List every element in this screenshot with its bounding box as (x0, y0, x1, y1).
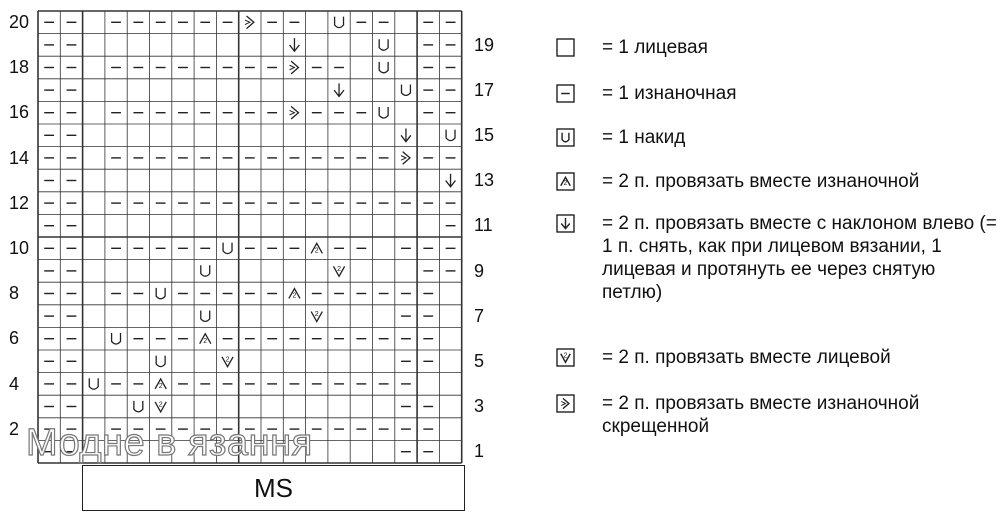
row-number-right: 1 (474, 441, 485, 462)
legend-text: = 2 п. провязать вместе с наклоном влево (= 1 п. снять, как при лицевом вязании, 1 лицевая и протянуть ее через снятую петлю) (602, 213, 997, 303)
stitch-cell (401, 152, 410, 165)
yarn-over-icon (556, 128, 575, 147)
svg-text:2: 2 (314, 311, 319, 319)
stitch-cell (334, 83, 344, 96)
row-number-left: 20 (9, 12, 30, 32)
stitch-cell (290, 106, 299, 119)
svg-text:2: 2 (158, 401, 163, 409)
purl-icon (556, 84, 575, 103)
row-number-left: 4 (9, 373, 20, 394)
svg-text:2: 2 (292, 292, 297, 300)
stitch-cell (222, 356, 233, 366)
stitch-cell (223, 243, 232, 254)
stitch-cell (289, 289, 300, 300)
svg-text:2: 2 (158, 382, 163, 390)
stitch-cell (335, 17, 344, 28)
row-number-right: 5 (474, 351, 485, 371)
stitch-cell (201, 265, 210, 276)
legend-text: = 2 п. провязать вместе лицевой (602, 347, 891, 368)
stitch-cell (134, 401, 143, 412)
row-number-left: 2 (9, 418, 20, 439)
legend-text: = 2 п. провязать вместе изнаночной (602, 171, 920, 192)
row-number-left: 8 (9, 283, 20, 304)
row-number-right: 13 (474, 170, 495, 191)
stitch-cell (401, 129, 411, 142)
knit-icon (556, 38, 575, 57)
row-number-left: 14 (9, 147, 30, 168)
stitch-cell (379, 39, 388, 50)
svg-text:2: 2 (563, 179, 568, 187)
row-number-left: 6 (9, 328, 20, 349)
stitch-cell (379, 62, 388, 73)
stitch-cell (311, 311, 322, 321)
legend-text: = 1 изнаночная (602, 83, 737, 104)
k2tog-icon (556, 348, 575, 367)
stitch-cell (401, 84, 410, 95)
stitch-cell (446, 130, 455, 141)
row-number-right: 17 (474, 79, 495, 100)
stitch-cell (446, 174, 456, 187)
stitch-cell (155, 402, 166, 412)
row-number-left: 18 (9, 57, 30, 78)
row-number-right: 9 (474, 260, 485, 281)
stitch-cell (89, 378, 98, 389)
stitch-cell (290, 38, 300, 51)
stitch-grid (38, 11, 462, 463)
stitch-cell (379, 107, 388, 118)
watermark-text: Модне в язання (26, 422, 313, 464)
repeat-label-ms: MS (82, 465, 465, 511)
svg-text:2: 2 (225, 356, 230, 364)
stitch-cell (155, 379, 166, 390)
stitch-cell (311, 243, 322, 254)
legend-text: = 2 п. провязать вместе изнаночной скрещенной (602, 393, 920, 437)
svg-text:2: 2 (203, 337, 208, 345)
row-number-left: 16 (9, 102, 30, 123)
svg-text:2: 2 (337, 265, 342, 273)
p2tog-tbl-icon (556, 394, 575, 413)
row-number-left: 10 (9, 238, 30, 258)
stitch-cell (290, 61, 299, 74)
row-number-left: 12 (9, 192, 30, 213)
stitch-cell (156, 288, 165, 299)
stitch-cell (201, 310, 210, 321)
stitch-cell (245, 16, 254, 29)
legend-text: = 1 лицевая (602, 37, 708, 58)
svg-text:2: 2 (314, 247, 319, 255)
legend-text: = 1 накид (602, 127, 686, 148)
stitch-cell (200, 334, 211, 345)
stitch-cell (333, 266, 344, 276)
stitch-cell (156, 356, 165, 367)
row-number-right: 15 (474, 125, 495, 145)
row-number-right: 7 (474, 305, 485, 326)
row-number-right: 19 (474, 34, 495, 55)
p2tog-icon (556, 172, 575, 191)
row-number-right: 3 (474, 396, 485, 417)
row-number-right: 11 (474, 215, 493, 236)
stitch-cell (112, 333, 121, 344)
ssk-icon (556, 214, 575, 233)
svg-text:2: 2 (563, 352, 568, 360)
